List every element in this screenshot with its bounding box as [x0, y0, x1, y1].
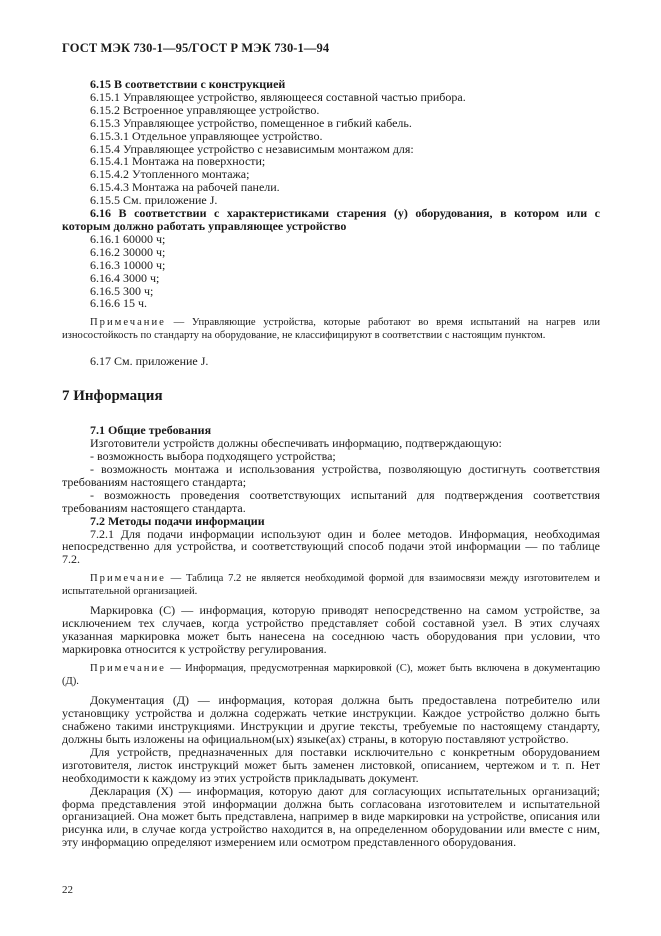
clause-6-17: 6.17 См. приложение J.: [90, 353, 209, 368]
clause-6-16-5: 6.16.5 300 ч;: [90, 283, 154, 298]
document-header: ГОСТ МЭК 730-1—95/ГОСТ Р МЭК 730-1—94: [62, 41, 330, 55]
note-marking: [62, 663, 600, 688]
clause-6-15-4-2: 6.15.4.2 Утопленного монтажа;: [90, 167, 250, 182]
clause-6-15-4: 6.15.4 Управляющее устройство с независимым монтажом для:: [90, 141, 414, 156]
document-body: [62, 70, 600, 849]
note-label: Примечание: [90, 663, 166, 675]
clause-6-15-1: 6.15.1 Управляющее устройство, являющееся составной частью прибора.: [90, 89, 466, 104]
devices-paragraph: Для устройств, предназначенных для поставки исключительно с конкретным оборудованием изготовителя, листок инструкций может быть заменен листовкой, описанием, чертежом и т. п. Нет необходимости к каждому из этих устройств прикладывать документ.: [62, 744, 600, 785]
clause-6-15-3: 6.15.3 Управляющее устройство, помещенное в гибкий кабель.: [90, 115, 412, 130]
section-6-15-heading: 6.15 В соответствии с конструкцией: [90, 77, 286, 91]
note-text: — Управляющие устройства, которые работают во время испытаний на нагрев или износостойкость по стандарту на оборудование, не классифицируют в соответствии с настоящим пунктом.: [62, 317, 600, 341]
clause-6-15-4-3: 6.15.4.3 Монтажа на рабочей панели.: [90, 180, 280, 195]
declaration-paragraph: Декларация (Х) — информация, которую дают для согласующих испытательных организаций; форма представления этой информации должна быть согласована изготовителем и испытательной организацией. Она может быть представлена, например в виде маркировки на устройстве, описания или рисунка или, в случае когда устройство находится в, на определенном оборудовании или вместе с ним, эту информацию определяют измерением или осмотром представленного оборудования.: [62, 783, 600, 850]
section-7-1-intro: Изготовители устройств должны обеспечивать информацию, подтверждающую:: [90, 436, 502, 451]
section-7-1-heading: 7.1 Общие требования: [90, 423, 212, 438]
marking-paragraph: Маркировка (С) — информация, которую приводят непосредственно на самом устройстве, за исключением тех случаев, когда устройство представляет собой составной узел. В этих случаях указанная маркировка может быть нанесена на соседнюю часть оборудования при условии, что маркировка относится к устройству регулирования.: [62, 603, 600, 657]
clause-7-2-1: 7.2.1 Для подачи информации используют один и более методов. Информация, необходимая непосредственно для устройства, и соответствующий способ подачи этой информации — по таблице 7.2.: [62, 526, 600, 567]
note-6-16: [62, 317, 600, 342]
clause-6-16-4: 6.16.4 3000 ч;: [90, 270, 160, 285]
clause-6-16-2: 6.16.2 30000 ч;: [90, 244, 166, 259]
documentation-paragraph: Документация (Д) — информация, которая должна быть предоставлена потребителю или установщику устройства и должна содержать четкие инструкции. Каждое устройство должно быть снабжено такими инструкциями. Инструкции и другие тексты, требуемые по настоящему стандарту, должны быть изложены на официальном(ых) языке(ах) страны, в которую поставляют устройство.: [62, 693, 600, 746]
note-7-2-1: [62, 573, 600, 598]
section-7-heading: 7 Информация: [62, 388, 163, 405]
clause-6-15-3-1: 6.15.3.1 Отдельное управляющее устройство.: [90, 128, 323, 143]
section-7-2-heading: 7.2 Методы подачи информации: [90, 513, 265, 528]
section-6-16-heading: 6.16 В соответствии с характеристиками старения (у) оборудования, в котором или с которым должно работать управляющее устройство: [62, 206, 600, 233]
clause-6-15-2: 6.15.2 Встроенное управляющее устройство.: [90, 102, 320, 117]
clause-6-16-3: 6.16.3 10000 ч;: [90, 257, 166, 272]
clause-6-16-1: 6.16.1 60000 ч;: [90, 231, 166, 246]
clause-6-15-4-1: 6.15.4.1 Монтажа на поверхности;: [90, 154, 266, 169]
bullet-2: - возможность монтажа и использования устройства, позволяющую достигнуть соответствия требованиям настоящего стандарта;: [62, 462, 600, 489]
bullet-3: - возможность проведения соответствующих испытаний для подтверждения соответствия требованиям настоящего стандарта.: [62, 487, 600, 515]
note-label: Примечание: [90, 317, 166, 329]
note-text: — Информация, предусмотренная маркировкой (С), может быть включена в документацию (Д).: [62, 663, 600, 687]
clause-6-16-6: 6.16.6 15 ч.: [90, 296, 148, 311]
note-text: — Таблица 7.2 не является необходимой формой для взаимосвязи между изготовителем и испытательной организацией.: [62, 573, 600, 597]
bullet-1: - возможность выбора подходящего устройства;: [90, 449, 336, 464]
page-number: 22: [62, 884, 73, 896]
note-label: Примечание: [90, 573, 166, 585]
clause-6-15-5: 6.15.5 См. приложение J.: [90, 193, 218, 208]
